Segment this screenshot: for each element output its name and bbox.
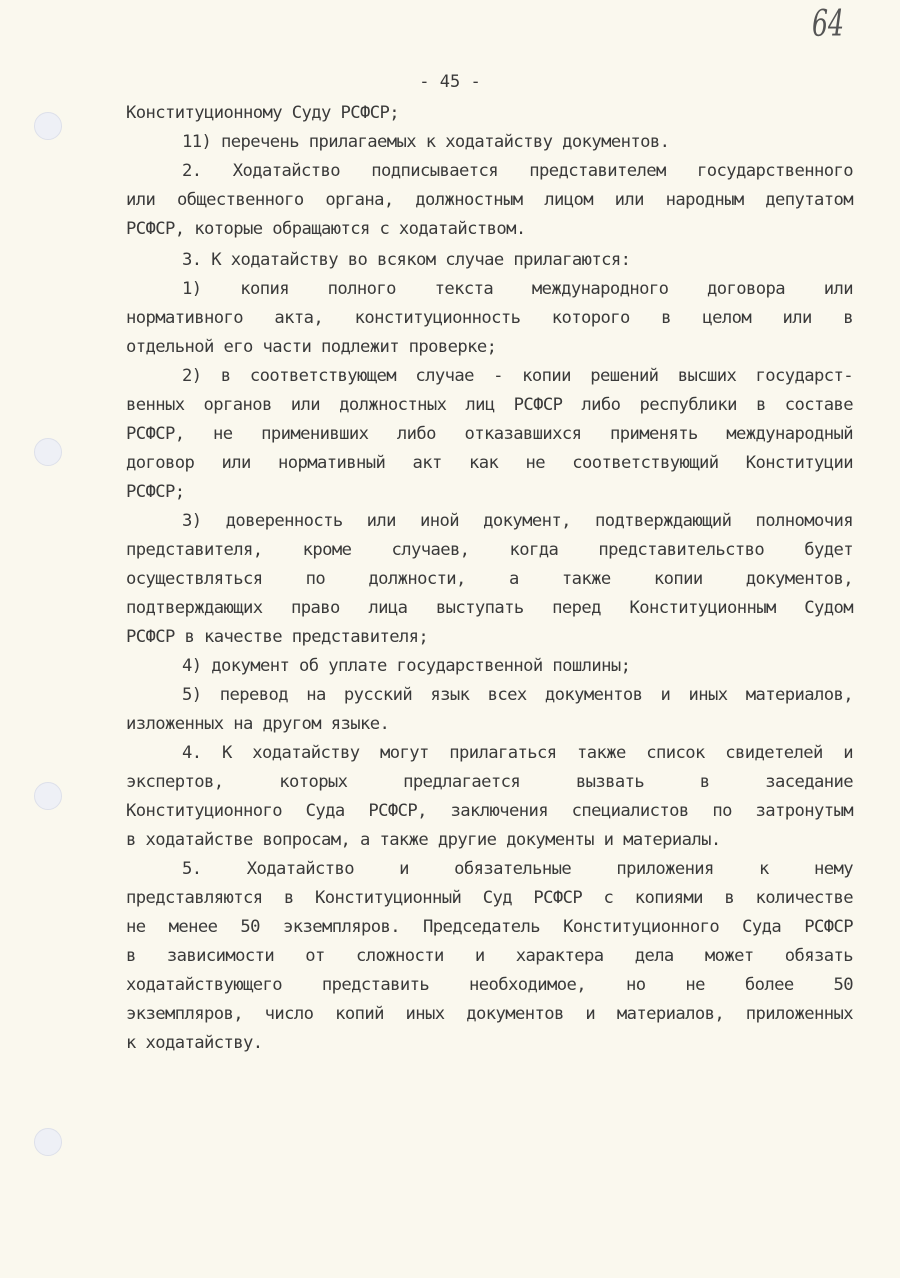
punch-hole xyxy=(34,1128,62,1156)
text-line: РСФСР, которые обращаются с ходатайством. xyxy=(126,219,526,239)
text-line: осуществляться по должности, а также копии документов, xyxy=(126,569,853,589)
text-line: венных органов или должностных лиц РСФСР либо республики в составе xyxy=(126,395,853,415)
text-line: Конституционному Суду РСФСР; xyxy=(126,103,399,123)
text-line: 11) перечень прилагаемых к ходатайству документов. xyxy=(182,132,670,152)
text-line: подтверждающих право лица выступать перед Конституционным Судом xyxy=(126,598,853,618)
text-line: в ходатайстве вопросам, а также другие документы и материалы. xyxy=(126,830,721,850)
text-line: не менее 50 экземпляров. Председатель Конституционного Суда РСФСР xyxy=(126,917,853,937)
text-line: 2) в соответствующем случае - копии решений высших государст- xyxy=(182,366,853,386)
text-line: 3) доверенность или иной документ, подтверждающий полномочия xyxy=(182,511,853,531)
punch-hole xyxy=(34,438,62,466)
text-line: 5) перевод на русский язык всех документов и иных материалов, xyxy=(182,685,853,705)
text-line: договор или нормативный акт как не соответствующий Конституции xyxy=(126,453,853,473)
text-line: РСФСР, не применивших либо отказавшихся применять международный xyxy=(126,424,853,444)
text-line: в зависимости от сложности и характера дела может обязать xyxy=(126,946,853,966)
text-line: 4. К ходатайству могут прилагаться также список свидетелей и xyxy=(182,743,853,763)
text-line: 4) документ об уплате государственной пошлины; xyxy=(182,656,631,676)
text-line: Конституционного Суда РСФСР, заключения специалистов по затронутым xyxy=(126,801,853,821)
text-line: отдельной его части подлежит проверке; xyxy=(126,337,497,357)
punch-hole xyxy=(34,112,62,140)
text-line: к ходатайству. xyxy=(126,1033,263,1053)
text-line: 1) копия полного текста международного договора или xyxy=(182,279,853,299)
text-line: изложенных на другом языке. xyxy=(126,714,390,734)
text-line: представителя, кроме случаев, когда представительство будет xyxy=(126,540,853,560)
text-line: или общественного органа, должностным лицом или народным депутатом xyxy=(126,190,853,210)
handwritten-folio-number: 64 xyxy=(812,4,845,45)
text-line: 3. К ходатайству во всяком случае прилагаются: xyxy=(182,250,631,270)
punch-hole xyxy=(34,782,62,810)
text-line: 2. Ходатайство подписывается представителем государственного xyxy=(182,161,853,181)
text-line: экспертов, которых предлагается вызвать в заседание xyxy=(126,772,853,792)
text-line: РСФСР; xyxy=(126,482,185,502)
text-line: ходатайствующего представить необходимое, но не более 50 xyxy=(126,975,853,995)
text-line: 5. Ходатайство и обязательные приложения к нему xyxy=(182,859,853,879)
text-line: экземпляров, число копий иных документов и материалов, приложенных xyxy=(126,1004,853,1024)
text-line: РСФСР в качестве представителя; xyxy=(126,627,429,647)
page-number: - 45 - xyxy=(419,72,481,92)
text-line: нормативного акта, конституционность которого в целом или в xyxy=(126,308,853,328)
text-line: представляются в Конституционный Суд РСФСР с копиями в количестве xyxy=(126,888,853,908)
